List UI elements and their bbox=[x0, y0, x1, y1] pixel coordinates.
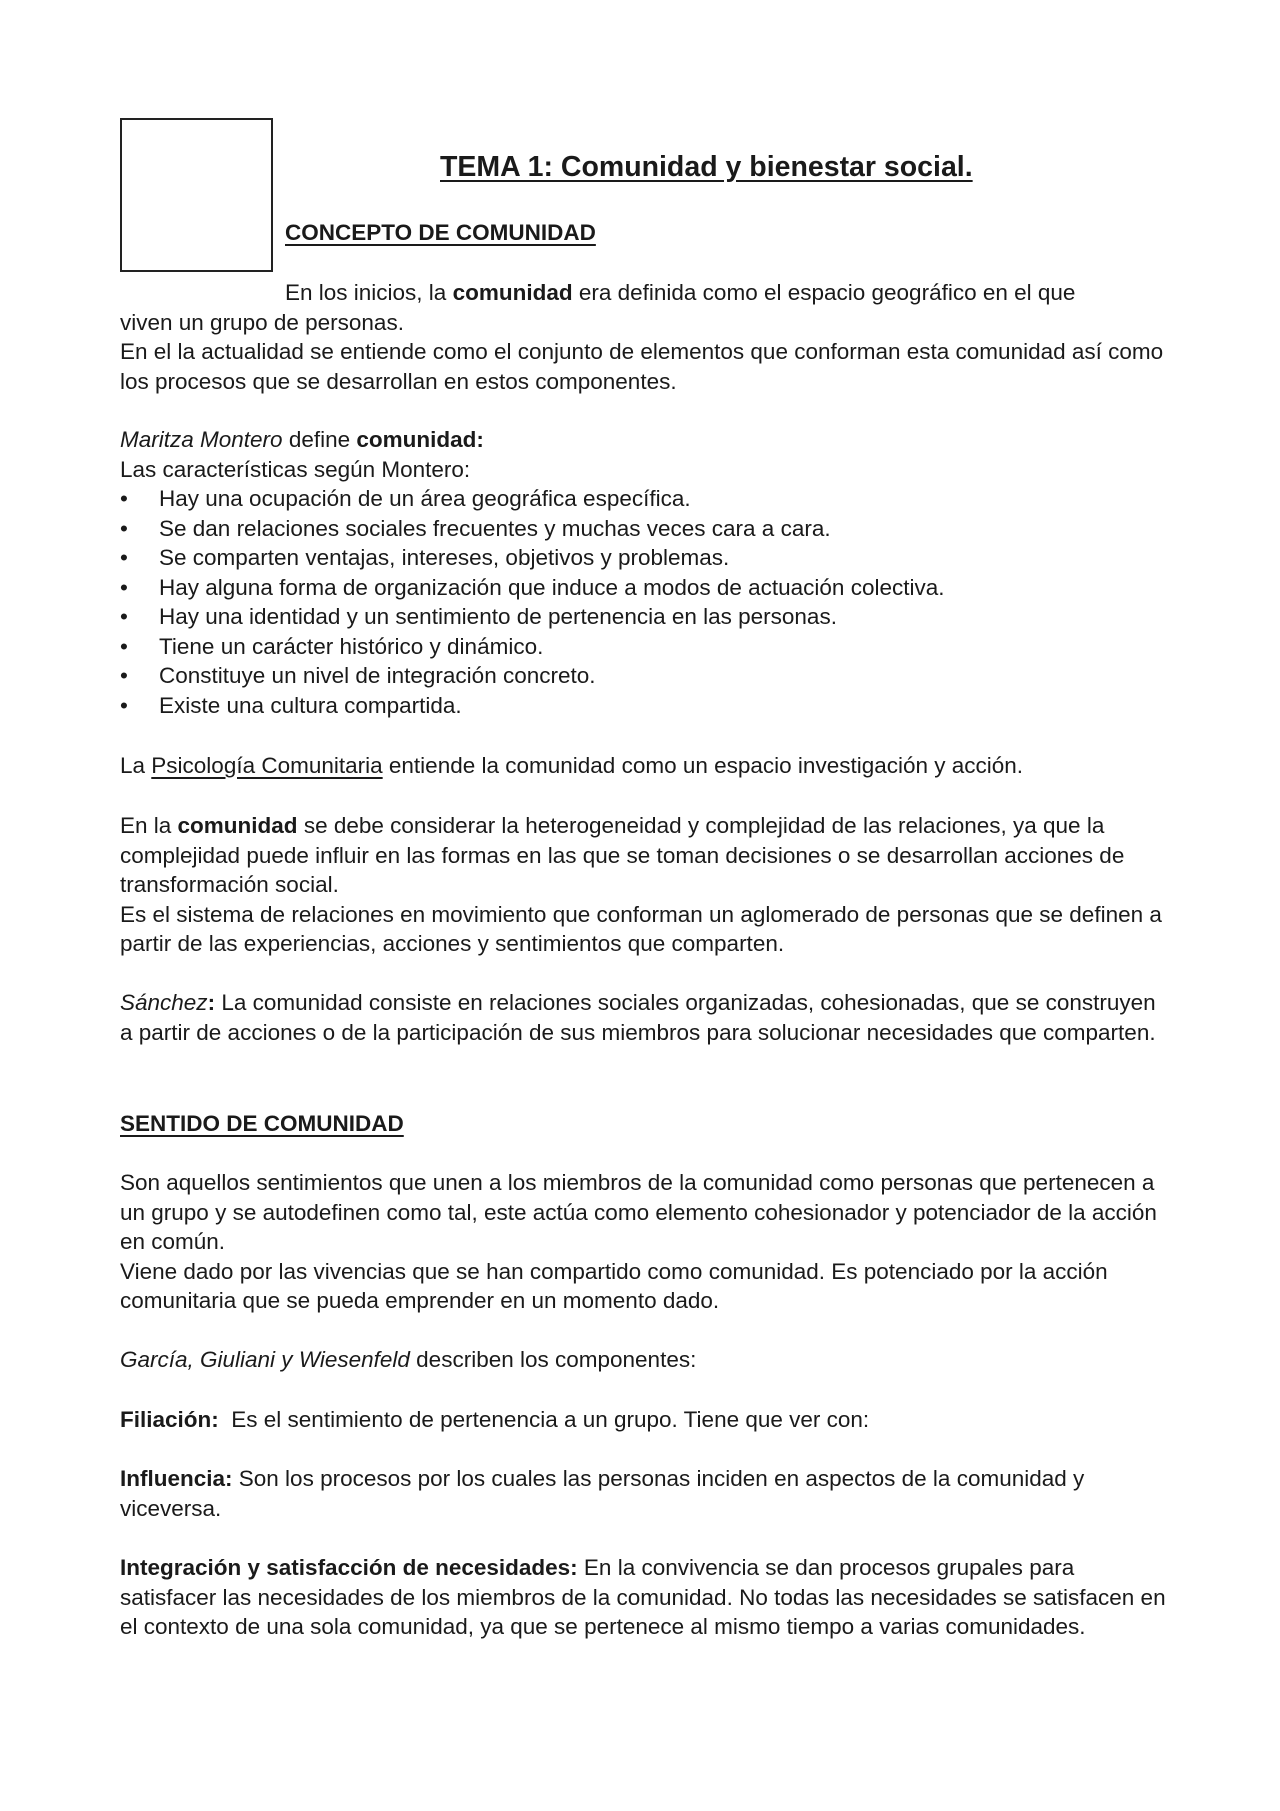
sentido-paragraphs bbox=[120, 1168, 1170, 1316]
section-heading-sentido-wrap bbox=[120, 1109, 1170, 1139]
psicologia-paragraph: La Psicología Comunitaria entiende la comunidad como un espacio investigación y acción. bbox=[120, 753, 1024, 778]
influencia-label: Influencia: bbox=[120, 1466, 233, 1491]
authors-garcia: García, Giuliani y Wiesenfeld bbox=[120, 1347, 410, 1372]
list-item: • Existe una cultura compartida. bbox=[120, 692, 462, 718]
author-sanchez: Sánchez bbox=[120, 990, 208, 1015]
list-item: • Hay una ocupación de un área geográfica específica. bbox=[120, 486, 691, 511]
filiacion-label: Filiación: bbox=[120, 1407, 219, 1432]
filiacion-paragraph: Filiación: Es el sentimiento de pertenencia a un grupo. Tiene que ver con: bbox=[120, 1407, 870, 1432]
psicologia-comunitaria-term: Psicología Comunitaria bbox=[151, 753, 383, 778]
vivencias-paragraph: Viene dado por las vivencias que se han compartido como comunidad. Es potenciado por la acción comunitaria que se pueda emprender en un momento dado. bbox=[120, 1258, 1108, 1313]
heterogeneidad-paragraph: En la comunidad se debe considerar la heterogeneidad y complejidad de las relaciones, ya que la complejidad puede influir en las formas en las que se toman decisiones o se desarrollan acciones de transformación social. Es el sistema de relaciones en movimiento que conforman un aglomerado de personas que se definen a partir de las experiencias, acciones y sentimientos que comparten. bbox=[120, 811, 1170, 959]
list-item: • Constituye un nivel de integración concreto. bbox=[120, 663, 596, 688]
componentes-intro: García, Giuliani y Wiesenfeld describen los componentes: bbox=[120, 1347, 697, 1372]
author-montero: Maritza Montero bbox=[120, 427, 283, 452]
caracteristicas-list bbox=[120, 484, 1170, 720]
influencia-paragraph: Influencia: Son los procesos por los cuales las personas inciden en aspectos de la comunidad y viceversa. bbox=[120, 1466, 1085, 1521]
list-item: • Se comparten ventajas, intereses, objetivos y problemas. bbox=[120, 545, 730, 570]
section-heading-sentido: SENTIDO DE COMUNIDAD bbox=[120, 1111, 404, 1136]
integracion-label: Integración y satisfacción de necesidades: bbox=[120, 1555, 578, 1580]
section-heading-concepto: CONCEPTO DE COMUNIDAD bbox=[285, 220, 596, 245]
bold-comunidad: comunidad bbox=[452, 280, 573, 305]
list-item: • Hay una identidad y un sentimiento de pertenencia en las personas. bbox=[120, 604, 837, 629]
sanchez-paragraph: Sánchez: La comunidad consiste en relaciones sociales organizadas, cohesionadas, que se construyen a partir de acciones o de la participación de sus miembros para solucionar necesidades que comparten. bbox=[120, 990, 1156, 1045]
list-item: • Tiene un carácter histórico y dinámico. bbox=[120, 633, 544, 659]
list-item: • Se dan relaciones sociales frecuentes y muchas veces cara a cara. bbox=[120, 515, 831, 541]
sentimientos-paragraph: Son aquellos sentimientos que unen a los miembros de la comunidad como personas que pertenecen a un grupo y se autodefinen como tal, este actúa como elemento cohesionador y potenciador de la acción en común. bbox=[120, 1170, 1157, 1254]
logo-placeholder-box bbox=[120, 118, 273, 272]
montero-section: Maritza Montero define comunidad: Las características según Montero: • Hay una ocupación de un área geográfica específica. • Se dan relaciones sociales frecuentes y muchas veces cara a cara. • Se comparten ventajas, intereses, objetivos y problemas. • Hay alguna forma de organización que induce a modos de actuación colectiva. • Hay una identidad y un sentimiento de pertenencia en las personas. • Tiene un carácter histórico y dinámico. • Constituye un nivel de integración concreto. • Existe una cultura compartida. bbox=[120, 425, 1170, 720]
page-title: TEMA 1: Comunidad y bienestar social. bbox=[440, 151, 973, 183]
caracteristicas-intro: Las características según Montero: bbox=[120, 456, 471, 482]
intro-paragraph: En los inicios, la comunidad era definida como el espacio geográfico en el que viven un grupo de personas. En el la actualidad se entiende como el conjunto de elementos que conforman esta comunidad así como los procesos que se desarrollan en estos componentes. bbox=[120, 278, 1170, 396]
list-item: • Hay alguna forma de organización que induce a modos de actuación colectiva. bbox=[120, 574, 945, 600]
sistema-relaciones-paragraph: Es el sistema de relaciones en movimiento que conforman un aglomerado de personas que se definen a partir de las experiencias, acciones y sentimientos que comparten. bbox=[120, 901, 1162, 956]
integracion-paragraph: Integración y satisfacción de necesidades: En la convivencia se dan procesos grupales para satisfacer las necesidades de los miembros de la comunidad. No todas las necesidades se satisfacen en el contexto de una sola comunidad, ya que se pertenece al mismo tiempo a varias comunidades. bbox=[120, 1555, 1166, 1639]
actualidad-paragraph: En el la actualidad se entiende como el conjunto de elementos que conforman esta comunidad así como los procesos que se desarrollan en estos componentes. bbox=[120, 339, 1164, 394]
